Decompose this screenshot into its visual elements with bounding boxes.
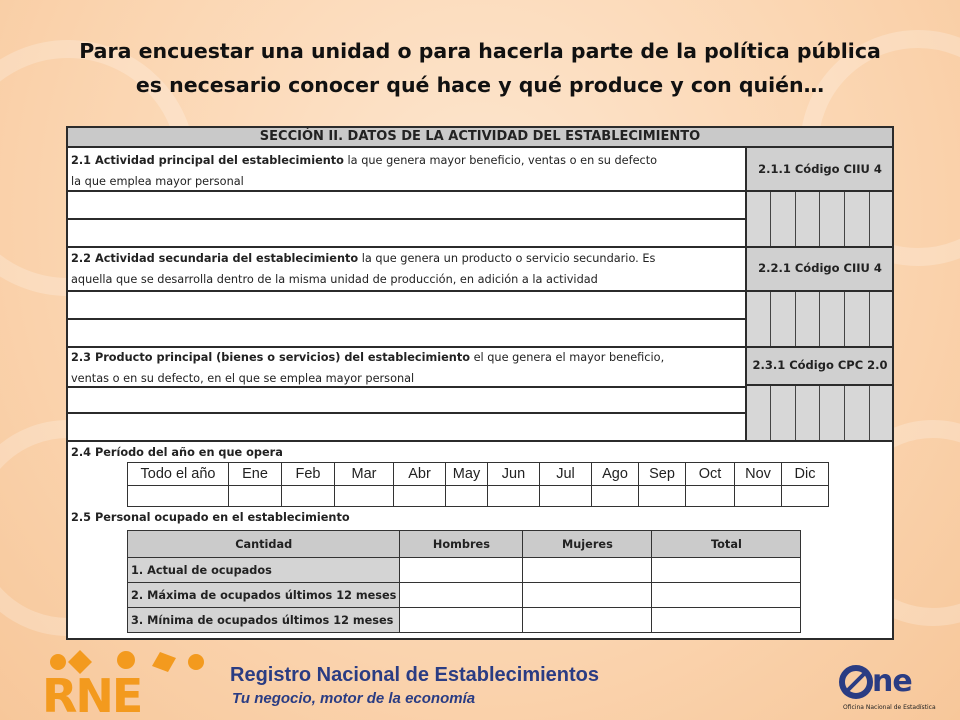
q22-line-2: aquella que se desarrolla dentro de la misma unidad de producción, en adición a la actividad bbox=[71, 273, 598, 286]
month-checkbox[interactable] bbox=[592, 486, 639, 507]
month-checkbox[interactable] bbox=[282, 486, 335, 507]
q23-code-boxes[interactable] bbox=[746, 384, 894, 440]
q24-label: 2.4 Período del año en que opera bbox=[71, 446, 283, 459]
month-nov: Nov bbox=[735, 463, 782, 486]
q23-answer-line-1[interactable] bbox=[68, 386, 746, 412]
q23-code-label: 2.3.1 Código CPC 2.0 bbox=[746, 346, 894, 384]
q21-bold: 2.1 Actividad principal del establecimiento bbox=[71, 154, 344, 167]
rne-logo-text: RNE bbox=[42, 669, 142, 714]
q21-answer-line-1[interactable] bbox=[68, 190, 746, 218]
month-checkbox[interactable] bbox=[686, 486, 735, 507]
slide-title bbox=[0, 34, 960, 102]
month-checkbox[interactable] bbox=[128, 486, 229, 507]
month-checkbox[interactable] bbox=[488, 486, 540, 507]
staff-row-label: 3. Mínima de ocupados últimos 12 meses bbox=[128, 608, 400, 633]
staff-header-total: Total bbox=[652, 531, 801, 558]
section-title: SECCIÓN II. DATOS DE LA ACTIVIDAD DEL ESTABLECIMIENTO bbox=[68, 128, 892, 148]
month-checkbox[interactable] bbox=[229, 486, 282, 507]
one-logo-letters: ne bbox=[872, 664, 912, 699]
q23-answer-line-2[interactable] bbox=[68, 412, 746, 440]
q23-line-2: ventas o en su defecto, en el que se emplea mayor personal bbox=[71, 372, 415, 385]
staff-header-quantity: Cantidad bbox=[128, 531, 400, 558]
month-oct: Oct bbox=[686, 463, 735, 486]
q23-bold: 2.3 Producto principal (bienes o servicios) del establecimiento bbox=[71, 351, 470, 364]
survey-form bbox=[66, 126, 894, 640]
staff-cell-women[interactable] bbox=[523, 583, 652, 608]
q23-rest: el que genera el mayor beneficio, bbox=[469, 351, 665, 364]
month-all-year: Todo el año bbox=[128, 463, 229, 486]
month-ene: Ene bbox=[229, 463, 282, 486]
month-dic: Dic bbox=[782, 463, 829, 486]
q21-line-2: la que emplea mayor personal bbox=[71, 175, 244, 188]
q22-code-boxes[interactable] bbox=[746, 290, 894, 346]
staff-cell-total[interactable] bbox=[652, 608, 801, 633]
staff-table bbox=[127, 530, 801, 633]
q22-code-label: 2.2.1 Código CIIU 4 bbox=[746, 246, 894, 290]
staff-cell-men[interactable] bbox=[400, 583, 523, 608]
staff-row-label: 1. Actual de ocupados bbox=[128, 558, 400, 583]
staff-row-label: 2. Máxima de ocupados últimos 12 meses bbox=[128, 583, 400, 608]
month-checkbox[interactable] bbox=[540, 486, 592, 507]
staff-cell-total[interactable] bbox=[652, 583, 801, 608]
q22-answer-line-1[interactable] bbox=[68, 290, 746, 318]
q25-label: 2.5 Personal ocupado en el establecimiento bbox=[71, 511, 350, 524]
staff-cell-total[interactable] bbox=[652, 558, 801, 583]
q21-rest: la que genera mayor beneficio, ventas o en su defecto bbox=[343, 154, 658, 167]
q22-bold: 2.2 Actividad secundaria del establecimiento bbox=[71, 252, 359, 265]
month-jun: Jun bbox=[488, 463, 540, 486]
month-checkbox[interactable] bbox=[782, 486, 829, 507]
q22-line-1 bbox=[71, 248, 655, 269]
month-sep: Sep bbox=[639, 463, 686, 486]
month-checkbox[interactable] bbox=[394, 486, 446, 507]
staff-cell-women[interactable] bbox=[523, 608, 652, 633]
month-may: May bbox=[446, 463, 488, 486]
staff-header-men: Hombres bbox=[400, 531, 523, 558]
month-checkbox[interactable] bbox=[639, 486, 686, 507]
q22-rest: la que genera un producto o servicio secundario. Es bbox=[358, 252, 656, 265]
month-checkbox[interactable] bbox=[335, 486, 394, 507]
staff-header-women: Mujeres bbox=[523, 531, 652, 558]
month-checkbox[interactable] bbox=[446, 486, 488, 507]
month-mar: Mar bbox=[335, 463, 394, 486]
slide-title-line-1: Para encuestar una unidad o para hacerla parte de la política pública bbox=[79, 39, 881, 63]
months-table bbox=[127, 462, 829, 507]
q21-code-boxes[interactable] bbox=[746, 190, 894, 246]
slide-title-line-2: es necesario conocer qué hace y qué produce y con quién… bbox=[135, 73, 825, 97]
month-ago: Ago bbox=[592, 463, 639, 486]
q21-code-label: 2.1.1 Código CIIU 4 bbox=[746, 148, 894, 190]
registry-title: Registro Nacional de Establecimientos bbox=[230, 664, 599, 686]
month-feb: Feb bbox=[282, 463, 335, 486]
staff-cell-men[interactable] bbox=[400, 608, 523, 633]
one-logo-text bbox=[872, 664, 912, 700]
month-abr: Abr bbox=[394, 463, 446, 486]
month-jul: Jul bbox=[540, 463, 592, 486]
q21-line-1 bbox=[71, 150, 657, 171]
rne-logo bbox=[40, 648, 212, 714]
month-checkbox[interactable] bbox=[735, 486, 782, 507]
one-logo-caption: Oficina Nacional de Estadística bbox=[843, 704, 936, 711]
registry-subtitle: Tu negocio, motor de la economía bbox=[232, 690, 476, 707]
q23-line-1 bbox=[71, 347, 664, 368]
staff-cell-men[interactable] bbox=[400, 558, 523, 583]
q21-answer-line-2[interactable] bbox=[68, 218, 746, 246]
q22-answer-line-2[interactable] bbox=[68, 318, 746, 346]
staff-cell-women[interactable] bbox=[523, 558, 652, 583]
